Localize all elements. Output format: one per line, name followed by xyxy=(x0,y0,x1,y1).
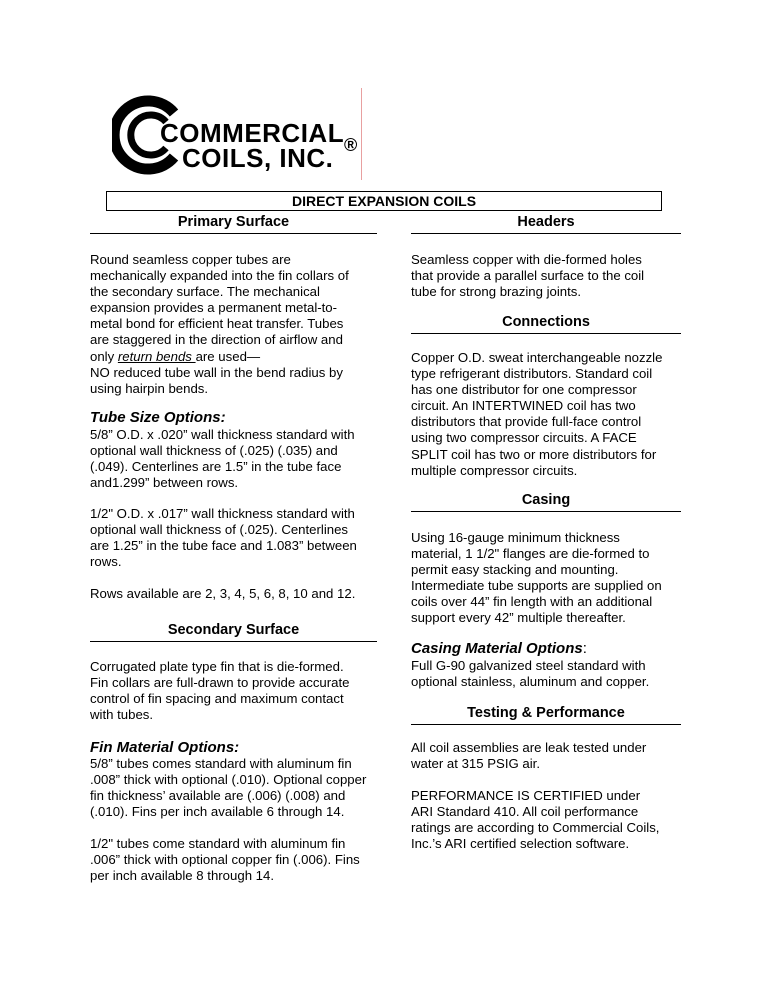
text-line: .006” thick with optional copper fin (.006). Fins xyxy=(90,852,360,868)
text-line: Inc.’s ARI certified selection software. xyxy=(411,836,630,852)
text-line: Corrugated plate type fin that is die-formed. xyxy=(90,659,344,674)
text-line: Full G-90 galvanized steel standard with xyxy=(411,658,646,673)
testing-text xyxy=(411,740,679,772)
text-line: with tubes. xyxy=(90,707,154,723)
logo-line-commercial: COMMERCIAL xyxy=(160,118,345,148)
text-line: 1/2" O.D. x .017” wall thickness standard with xyxy=(90,506,355,521)
text-line: multiple compressor circuits. xyxy=(411,462,578,478)
text-line: optional wall thickness of (.025) (.035) and xyxy=(90,443,338,459)
text-line: (.049). Centerlines are 1.5” in the tube face xyxy=(90,459,342,475)
page-title: DIRECT EXPANSION COILS xyxy=(106,191,662,211)
text-line: circuit. An INTERTWINED coil has two xyxy=(411,398,636,414)
connections-heading: Connections xyxy=(411,314,681,334)
text-line: ratings are according to Commercial Coils, xyxy=(411,820,660,836)
text-line: and1.299” between rows. xyxy=(90,475,239,491)
logo-line-coils: COILS, INC. xyxy=(182,143,334,173)
text-line: Copper O.D. sweat interchangeable nozzle xyxy=(411,350,663,365)
text-line: 1/2" tubes come standard with aluminum fin xyxy=(90,836,346,851)
text-line: using hairpin bends. xyxy=(90,380,209,396)
tube-size-paragraph-1 xyxy=(90,427,377,491)
text-line: type refrigerant distributors. Standard coil xyxy=(411,366,653,382)
text-line: Intermediate tube supports are supplied on xyxy=(411,578,662,594)
testing-performance-heading: Testing & Performance xyxy=(411,705,681,725)
tube-size-options-title: Tube Size Options: xyxy=(90,409,226,426)
text-fragment: only xyxy=(90,348,118,364)
text-line: coils over 44” fin length with an additional xyxy=(411,594,653,610)
text-line: metal bond for efficient heat transfer. Tubes xyxy=(90,316,344,332)
text-line: .008” thick with optional (.010). Optional copper xyxy=(90,772,367,788)
casing-options-label: Casing Material Options xyxy=(411,640,583,657)
casing-material-options-title xyxy=(411,640,587,657)
header-divider xyxy=(361,88,362,180)
text-line: are 1.25” in the tube face and 1.083” between xyxy=(90,538,357,554)
text-line: has one distributor for one compressor xyxy=(411,382,637,398)
text-line: per inch available 8 through 14. xyxy=(90,868,275,884)
text-line xyxy=(90,349,377,365)
registered-mark: ® xyxy=(344,135,358,155)
text-line: ARI Standard 410. All coil performance xyxy=(411,804,639,820)
text-line: that provide a parallel surface to the coil xyxy=(411,268,645,284)
text-line: control of fin spacing and maximum contact xyxy=(90,691,344,707)
text-line: the secondary surface. The mechanical xyxy=(90,284,320,300)
fin-material-paragraph-1 xyxy=(90,756,377,820)
casing-heading: Casing xyxy=(411,492,681,512)
text-line: Fin collars are full-drawn to provide accurate xyxy=(90,675,350,691)
connections-text xyxy=(411,350,679,479)
text-line: Round seamless copper tubes are xyxy=(90,252,291,267)
text-line: are staggered in the direction of airflow and xyxy=(90,332,343,348)
text-line: All coil assemblies are leak tested under xyxy=(411,740,647,755)
text-fragment: are used— xyxy=(195,348,261,364)
text-line: 5/8” tubes comes standard with aluminum fin xyxy=(90,756,352,771)
text-line: optional wall thickness of (.025). Centerlines xyxy=(90,522,349,538)
secondary-surface-heading: Secondary Surface xyxy=(90,622,377,642)
text-line: (.010). Fins per inch available 6 through 14. xyxy=(90,804,345,820)
casing-text xyxy=(411,530,679,627)
text-line: optional stainless, aluminum and copper. xyxy=(411,674,650,690)
rows-available-text: Rows available are 2, 3, 4, 5, 6, 8, 10 and 12. xyxy=(90,586,356,601)
fin-material-options-title: Fin Material Options: xyxy=(90,739,240,756)
text-line: permit easy stacking and mounting. xyxy=(411,562,619,578)
text-line: Using 16-gauge minimum thickness xyxy=(411,530,620,545)
text-line: fin thickness’ available are (.006) (.008) and xyxy=(90,788,346,804)
text-line: support every 42” multiple thereafter. xyxy=(411,610,626,626)
headers-heading: Headers xyxy=(411,214,681,234)
headers-text xyxy=(411,252,679,300)
tube-size-paragraph-2 xyxy=(90,506,377,570)
primary-surface-heading: Primary Surface xyxy=(90,214,377,234)
text-line: SPLIT coil has two or more distributors for xyxy=(411,446,657,462)
text-line: mechanically expanded into the fin collars of xyxy=(90,268,349,284)
return-bends-emphasis: return bends xyxy=(117,348,196,364)
company-logo xyxy=(112,95,382,175)
text-line: distributors that provide full-face control xyxy=(411,414,642,430)
text-line: rows. xyxy=(90,554,122,570)
text-line: NO reduced tube wall in the bend radius by xyxy=(90,364,343,380)
text-line: 5/8” O.D. x .020” wall thickness standard with xyxy=(90,427,355,442)
text-line: PERFORMANCE IS CERTIFIED under xyxy=(411,788,641,803)
text-line: tube for strong brazing joints. xyxy=(411,284,582,300)
primary-surface-text xyxy=(90,252,377,397)
text-line: Seamless copper with die-formed holes xyxy=(411,252,642,267)
text-line: water at 315 PSIG air. xyxy=(411,756,541,772)
text-line: using two compressor circuits. A FACE xyxy=(411,430,637,446)
secondary-surface-text xyxy=(90,659,377,723)
fin-material-paragraph-2 xyxy=(90,836,377,884)
text-line: material, 1 1/2" flanges are die-formed to xyxy=(411,546,650,562)
performance-text xyxy=(411,788,679,852)
text-line: expansion provides a permanent metal-to- xyxy=(90,300,338,316)
casing-options-colon: : xyxy=(582,640,587,657)
casing-material-text xyxy=(411,658,679,690)
